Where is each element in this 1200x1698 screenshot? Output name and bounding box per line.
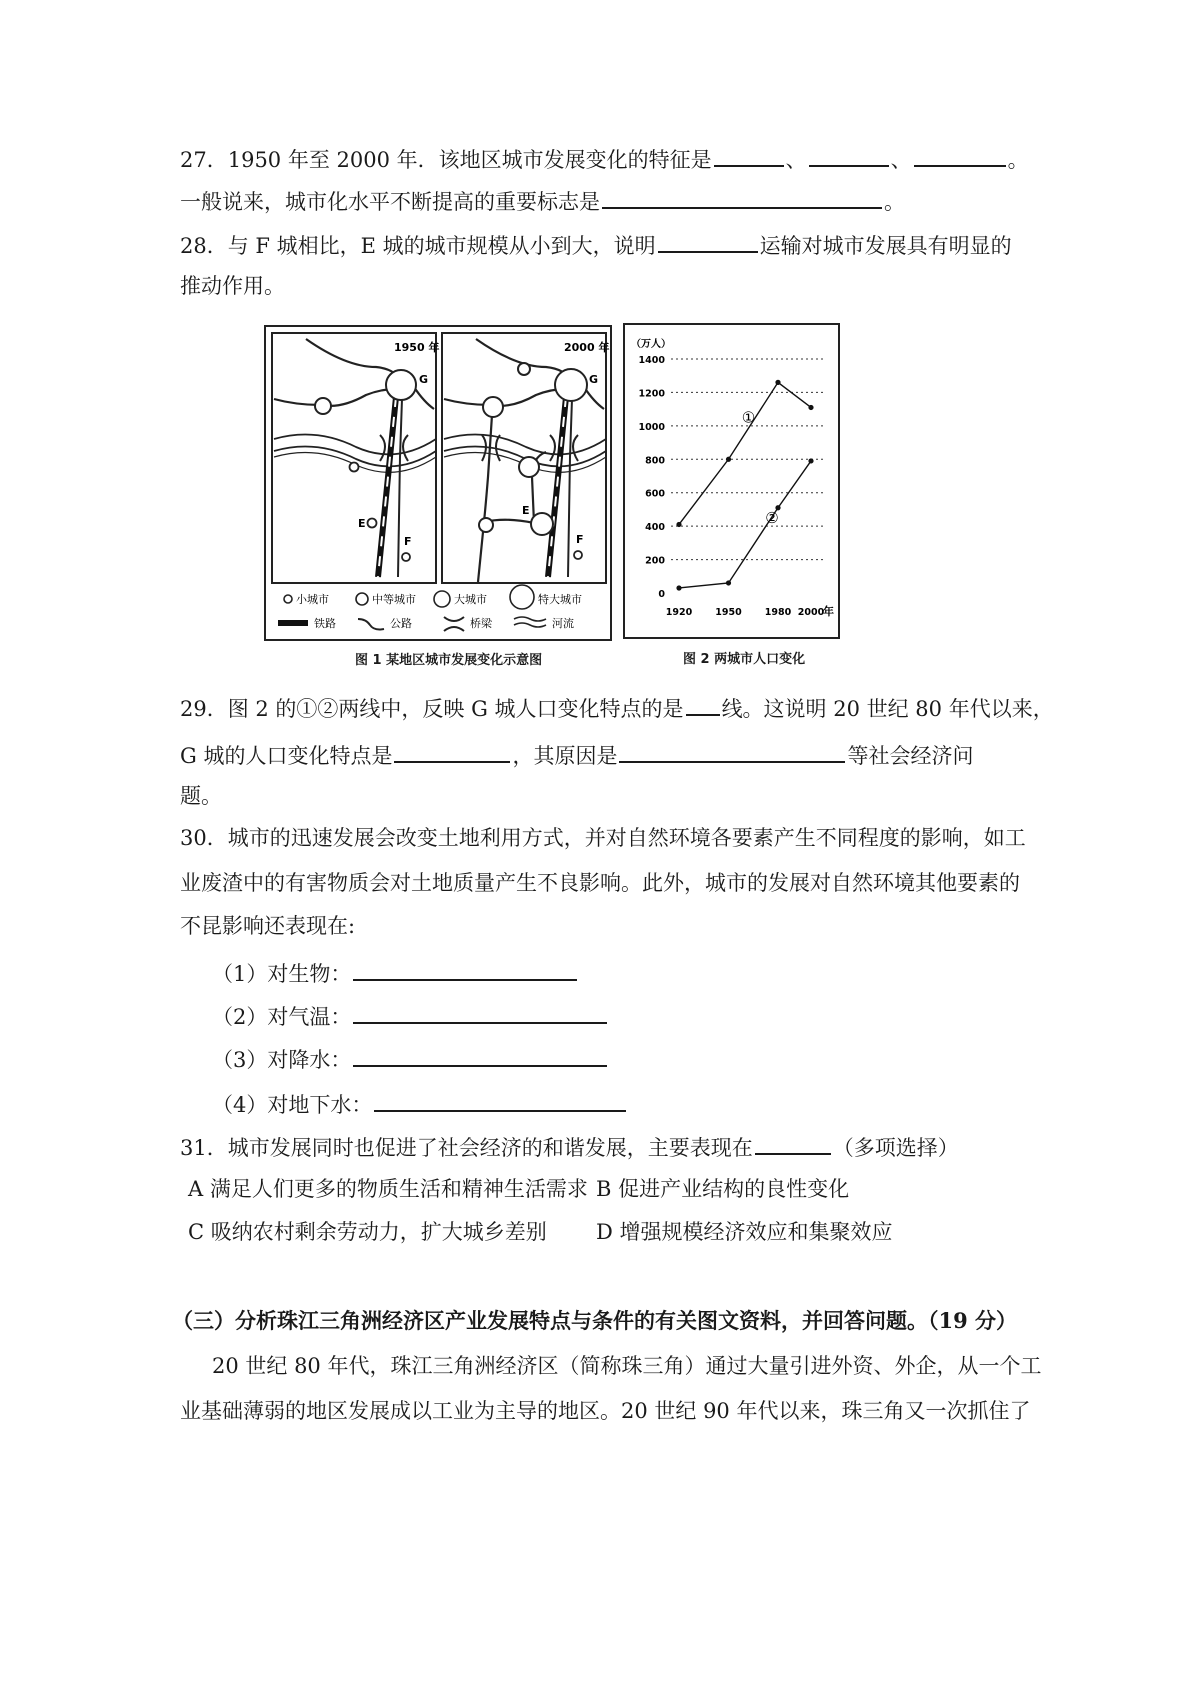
year-label-2000: 2000 年 xyxy=(564,341,610,354)
map-1950 xyxy=(274,339,436,577)
data-point xyxy=(775,380,780,385)
q29-text: 线。这说明 20 世纪 80 年代以来， xyxy=(721,697,1054,721)
y-tick-label: 600 xyxy=(645,488,665,500)
x-tick-label: 1950 xyxy=(715,607,742,618)
q29-text: ，其原因是 xyxy=(512,744,618,768)
y-axis-label: （万人） xyxy=(631,339,671,350)
city-label-g: G xyxy=(419,373,429,386)
legend-highway-symbol xyxy=(358,619,384,630)
legend-small-city-symbol xyxy=(284,595,292,603)
x-tick-label: 1980 xyxy=(764,607,792,618)
q30-item-label: （4）对地下水： xyxy=(212,1093,373,1117)
section3-heading: （三）分析珠江三角洲经济区产业发展特点与条件的有关图文资料，并回答问题。（19 分） xyxy=(172,1308,1018,1333)
legend-river: 河流 xyxy=(552,617,574,630)
city-label-e: E xyxy=(358,517,366,530)
q30-item-label: （2）对气温： xyxy=(212,1005,352,1029)
year-label-1950: 1950 年 xyxy=(394,341,440,354)
answer-blank[interactable] xyxy=(686,692,720,716)
answer-blank[interactable] xyxy=(714,143,784,167)
legend-bridge: 桥梁 xyxy=(470,617,492,630)
city-label-f: F xyxy=(404,535,412,548)
q29-line2 xyxy=(180,739,973,771)
q30-item-label: （1）对生物： xyxy=(212,962,352,986)
legend-large-city: 大城市 xyxy=(454,593,487,606)
figure1-caption: 图 1 某地区城市发展变化示意图 xyxy=(355,653,543,668)
period: 。 xyxy=(884,190,905,214)
figure2-caption: 图 2 两城市人口变化 xyxy=(683,652,806,667)
answer-blank[interactable] xyxy=(394,739,510,763)
legend-highway: 公路 xyxy=(390,617,412,630)
q30-item-2 xyxy=(212,1000,609,1032)
period: 。 xyxy=(1007,148,1029,172)
q27-line2 xyxy=(180,185,905,217)
answer-blank[interactable] xyxy=(914,143,1006,167)
x-tick-label: 1920 xyxy=(665,607,693,618)
large-city xyxy=(519,457,539,477)
y-tick-label: 400 xyxy=(645,522,665,534)
q30-line1: 30．城市的迅速发展会改变土地利用方式，并对自然环境各要素产生不同程度的影响，如工 xyxy=(180,826,1026,850)
legend-railway-symbol xyxy=(278,620,308,626)
large-city xyxy=(483,397,503,417)
separator: 、 xyxy=(785,148,807,172)
q27-line1 xyxy=(180,143,1029,175)
city-e xyxy=(368,519,377,528)
q30-item-4 xyxy=(212,1088,628,1120)
q29-text: G 城的人口变化特点是 xyxy=(180,744,393,768)
y-tick-label: 0 xyxy=(658,589,665,600)
data-point xyxy=(808,458,813,463)
q31-option-d: D 增强规模经济效应和集聚效应 xyxy=(596,1220,893,1244)
q27-text: 一般说来，城市化水平不断提高的重要标志是 xyxy=(180,190,600,214)
data-point xyxy=(808,405,813,410)
answer-blank[interactable] xyxy=(353,1000,607,1024)
separator: 、 xyxy=(890,148,912,172)
medium-city xyxy=(479,518,493,532)
series-line xyxy=(679,461,811,588)
x-tick-label: 2000 xyxy=(797,607,825,618)
q31-option-c: C 吸纳农村剩余劳动力，扩大城乡差别 xyxy=(188,1220,547,1244)
city-f xyxy=(402,553,410,561)
legend-bridge-symbol xyxy=(444,617,464,631)
q31-text: 31．城市发展同时也促进了社会经济的和谐发展，主要表现在 xyxy=(180,1136,753,1160)
data-point xyxy=(726,580,731,585)
legend-river-symbol xyxy=(514,617,546,627)
legend-small-city: 小城市 xyxy=(296,593,329,606)
q30-line2: 业废渣中的有害物质会对土地质量产生不良影响。此外，城市的发展对自然环境其他要素的 xyxy=(180,871,1020,895)
city-label-f: F xyxy=(576,533,584,546)
section3-para-line2: 业基础薄弱的地区发展成以工业为主导的地区。20 世纪 90 年代以来，珠三角又一次抓住了 xyxy=(180,1399,1031,1423)
small-city xyxy=(350,463,359,472)
q29-line1 xyxy=(180,692,1054,724)
q29-text: 29．图 2 的①②两线中，反映 G 城人口变化特点的是 xyxy=(180,697,684,721)
q29-line3: 题。 xyxy=(180,784,222,808)
y-tick-label: 200 xyxy=(645,555,665,567)
figure1-frame xyxy=(264,325,612,641)
city-g xyxy=(386,370,416,400)
series-line xyxy=(679,382,811,524)
data-point xyxy=(676,522,681,527)
data-point xyxy=(726,457,731,462)
answer-blank[interactable] xyxy=(809,143,889,167)
data-point xyxy=(676,585,681,590)
q28-line2: 推动作用。 xyxy=(180,274,285,298)
q27-text: 27．1950 年至 2000 年．该地区城市发展变化的特征是 xyxy=(180,148,712,172)
figure2-frame xyxy=(623,323,840,639)
x-axis-label: 年 xyxy=(823,605,834,618)
city-label-g: G xyxy=(589,373,599,386)
population-chart xyxy=(625,325,838,637)
medium-city xyxy=(315,398,331,414)
answer-blank[interactable] xyxy=(619,739,845,763)
city-e xyxy=(531,513,553,535)
map-legend xyxy=(278,585,582,631)
series-label: ① xyxy=(741,408,756,427)
city-g xyxy=(555,369,587,401)
legend-mega-city: 特大城市 xyxy=(538,593,582,606)
q30-item-1 xyxy=(212,957,579,989)
city-label-e: E xyxy=(522,504,530,517)
answer-blank[interactable] xyxy=(353,1043,607,1067)
q30-item-label: （3）对降水： xyxy=(212,1048,352,1072)
q31-line1 xyxy=(180,1131,959,1163)
q28-text: 28．与 F 城相比，E 城的城市规模从小到大，说明 xyxy=(180,234,656,258)
series-label: ② xyxy=(765,508,779,527)
small-city xyxy=(518,363,530,375)
answer-blank[interactable] xyxy=(374,1088,626,1112)
q29-text: 等社会经济问 xyxy=(847,744,974,768)
q31-text: （多项选择） xyxy=(832,1136,959,1160)
answer-blank[interactable] xyxy=(353,957,577,981)
q30-item-3 xyxy=(212,1043,609,1075)
legend-medium-city-symbol xyxy=(356,593,368,605)
q28-text: 运输对城市发展具有明显的 xyxy=(759,234,1012,258)
q30-line3: 不昆影响还表现在: xyxy=(180,914,356,938)
legend-mega-city-symbol xyxy=(510,585,534,609)
answer-blank[interactable] xyxy=(602,185,882,209)
y-tick-label: 800 xyxy=(645,455,665,467)
legend-medium-city: 中等城市 xyxy=(372,593,416,606)
q31-option-b: B 促进产业结构的良性变化 xyxy=(596,1177,850,1201)
q31-option-a: A 满足人们更多的物质生活和精神生活需求 xyxy=(188,1177,588,1201)
answer-blank[interactable] xyxy=(755,1131,831,1155)
y-tick-label: 1200 xyxy=(638,388,665,400)
y-tick-label: 1000 xyxy=(638,421,665,433)
y-tick-label: 1400 xyxy=(638,355,665,366)
legend-large-city-symbol xyxy=(434,591,450,607)
figure1-map xyxy=(266,327,610,639)
section3-para-line1: 20 世纪 80 年代，珠江三角洲经济区（简称珠三角）通过大量引进外资、外企，从一个工 xyxy=(212,1354,1042,1378)
legend-railway: 铁路 xyxy=(314,617,336,630)
city-f xyxy=(574,551,582,559)
answer-blank[interactable] xyxy=(658,229,758,253)
q28-line1 xyxy=(180,229,1012,261)
